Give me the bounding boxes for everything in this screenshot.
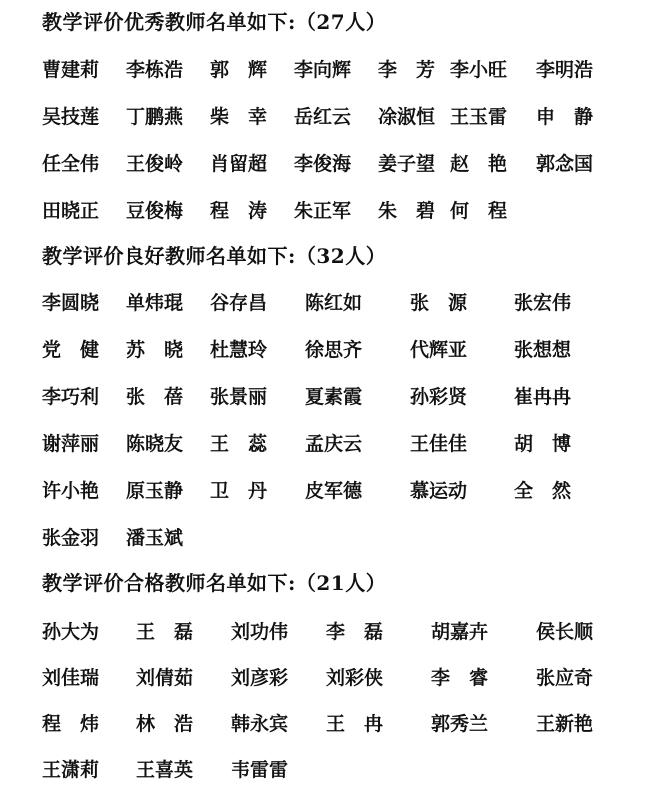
teacher-name: 张金羽 [42, 527, 100, 549]
name-row [42, 756, 642, 784]
name-row [42, 336, 642, 364]
name-row [42, 710, 642, 738]
teacher-name: 李向辉 [294, 59, 352, 81]
teacher-name: 卫 丹 [210, 480, 268, 502]
teacher-name: 谷存昌 [210, 292, 268, 314]
teacher-name: 郭念国 [536, 153, 594, 175]
teacher-name: 崔冉冉 [514, 386, 572, 408]
teacher-name: 王 冉 [326, 713, 384, 735]
name-row [42, 103, 642, 131]
teacher-name: 张宏伟 [514, 292, 572, 314]
teacher-name: 张想想 [514, 339, 572, 361]
teacher-name: 李俊海 [294, 153, 352, 175]
teacher-name: 田晓正 [42, 200, 100, 222]
teacher-name: 王玉雷 [450, 106, 508, 128]
name-row [42, 197, 642, 225]
teacher-name: 赵 艳 [450, 153, 508, 175]
name-row [42, 56, 642, 84]
teacher-name: 凃淑恒 [378, 106, 436, 128]
teacher-name: 胡嘉卉 [431, 621, 489, 643]
section-heading-good: 教学评价良好教师名单如下:（32人） [42, 244, 387, 268]
teacher-name: 孙彩贤 [410, 386, 468, 408]
teacher-name: 刘倩茹 [136, 667, 194, 689]
teacher-name: 李圆晓 [42, 292, 100, 314]
teacher-name: 李栋浩 [126, 59, 184, 81]
teacher-name: 谢萍丽 [42, 433, 100, 455]
teacher-name: 李巧利 [42, 386, 100, 408]
teacher-name: 李 睿 [431, 667, 489, 689]
teacher-name: 岳红云 [294, 106, 352, 128]
teacher-name: 李 芳 [378, 59, 436, 81]
teacher-name: 任全伟 [42, 153, 100, 175]
name-row [42, 430, 642, 458]
teacher-name: 苏 晓 [126, 339, 184, 361]
teacher-name: 孟庆云 [305, 433, 363, 455]
teacher-name: 肖留超 [210, 153, 268, 175]
teacher-name: 王新艳 [536, 713, 594, 735]
teacher-name: 夏素霞 [305, 386, 363, 408]
teacher-name: 李小旺 [450, 59, 508, 81]
teacher-name: 王俊岭 [126, 153, 184, 175]
teacher-name: 韩永宾 [231, 713, 289, 735]
teacher-name: 陈红如 [305, 292, 363, 314]
teacher-name: 张 源 [410, 292, 468, 314]
teacher-name: 郭秀兰 [431, 713, 489, 735]
teacher-name: 何 程 [450, 200, 508, 222]
teacher-name: 胡 博 [514, 433, 572, 455]
teacher-name: 慕运动 [410, 480, 468, 502]
teacher-name: 柴 幸 [210, 106, 268, 128]
section-heading-excellent: 教学评价优秀教师名单如下:（27人） [42, 10, 387, 34]
teacher-name: 程 炜 [42, 713, 100, 735]
teacher-name: 程 涛 [210, 200, 268, 222]
teacher-name: 张景丽 [210, 386, 268, 408]
teacher-name: 刘彩侠 [326, 667, 384, 689]
teacher-name: 刘功伟 [231, 621, 289, 643]
teacher-name: 王喜英 [136, 759, 194, 781]
teacher-name: 李 磊 [326, 621, 384, 643]
teacher-name: 申 静 [536, 106, 594, 128]
teacher-name: 王佳佳 [410, 433, 468, 455]
teacher-name: 杜慧玲 [210, 339, 268, 361]
name-row [42, 383, 642, 411]
teacher-name: 徐思齐 [305, 339, 363, 361]
teacher-name: 孙大为 [42, 621, 100, 643]
teacher-name: 许小艳 [42, 480, 100, 502]
teacher-name: 张应奇 [536, 667, 594, 689]
teacher-name: 潘玉斌 [126, 527, 184, 549]
teacher-name: 吴技莲 [42, 106, 100, 128]
name-row [42, 524, 642, 552]
teacher-name: 张 蓓 [126, 386, 184, 408]
teacher-name: 原玉静 [126, 480, 184, 502]
teacher-name: 单炜琨 [126, 292, 184, 314]
teacher-name: 丁鹏燕 [126, 106, 184, 128]
name-row [42, 664, 642, 692]
teacher-name: 姜子望 [378, 153, 436, 175]
name-row [42, 477, 642, 505]
teacher-name: 代辉亚 [410, 339, 468, 361]
teacher-name: 曹建莉 [42, 59, 100, 81]
teacher-name: 王 磊 [136, 621, 194, 643]
teacher-name: 郭 辉 [210, 59, 268, 81]
teacher-name: 豆俊梅 [126, 200, 184, 222]
section-heading-qualified: 教学评价合格教师名单如下:（21人） [42, 571, 387, 595]
teacher-name: 刘佳瑞 [42, 667, 100, 689]
teacher-name: 陈晓友 [126, 433, 184, 455]
name-row [42, 618, 642, 646]
teacher-name: 王 蕊 [210, 433, 268, 455]
teacher-name: 朱正军 [294, 200, 352, 222]
teacher-name: 全 然 [514, 480, 572, 502]
teacher-name: 王潇莉 [42, 759, 100, 781]
teacher-name: 韦雷雷 [231, 759, 289, 781]
name-row [42, 150, 642, 178]
teacher-name: 皮军德 [305, 480, 363, 502]
teacher-name: 刘彦彩 [231, 667, 289, 689]
name-row [42, 289, 642, 317]
teacher-name: 侯长顺 [536, 621, 594, 643]
teacher-name: 党 健 [42, 339, 100, 361]
teacher-name: 朱 碧 [378, 200, 436, 222]
teacher-name: 林 浩 [136, 713, 194, 735]
teacher-name: 李明浩 [536, 59, 594, 81]
